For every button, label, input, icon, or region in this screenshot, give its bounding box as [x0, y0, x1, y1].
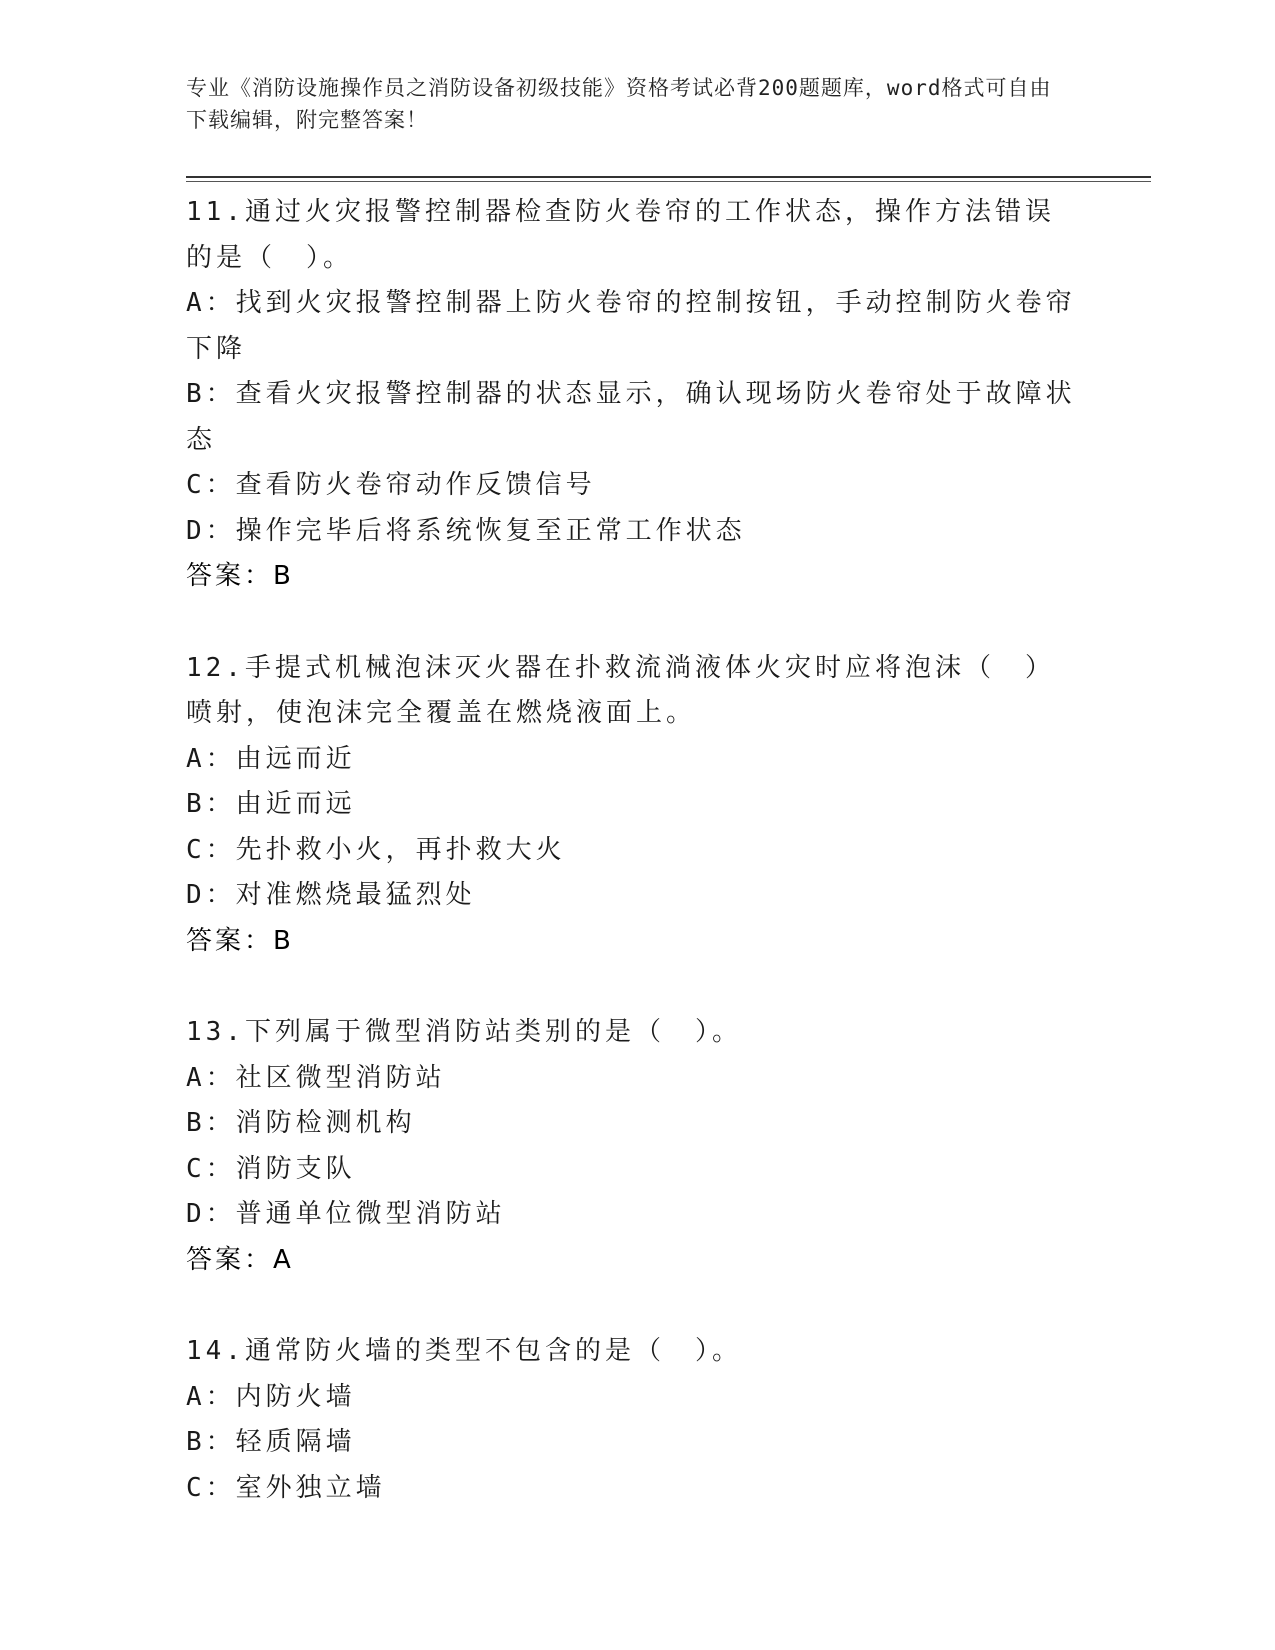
question-13: [186, 1010, 1081, 1283]
question-list: [186, 190, 1081, 1557]
option-b: B：轻质隔墙: [186, 1427, 356, 1457]
option-d: D：对准燃烧最猛烈处: [186, 880, 476, 910]
header-divider-thick: [186, 176, 1151, 178]
answer-line: 答案：B: [186, 925, 294, 956]
question-stem: 13.下列属于微型消防站类别的是（ ）。: [186, 1017, 742, 1047]
option-b: B：由近而远: [186, 789, 356, 819]
document-header: 专业《消防设施操作员之消防设备初级技能》资格考试必背200题题库，word格式可自由下载编辑，附完整答案！: [186, 76, 1052, 132]
option-a: A：由远而近: [186, 743, 356, 774]
question-12: [186, 646, 1081, 965]
answer-line: 答案：B: [186, 561, 294, 591]
header-divider-thin: [186, 181, 1151, 182]
option-a: A：内防火墙: [186, 1381, 356, 1412]
option-b: B：查看火灾报警控制器的状态显示，确认现场防火卷帘处于故障状态: [186, 379, 1076, 455]
option-c: C：先扑救小火，再扑救大火: [186, 834, 566, 865]
question-11: [186, 190, 1081, 600]
answer-line: 答案：A: [186, 1244, 294, 1275]
option-d: D：操作完毕后将系统恢复至正常工作状态: [186, 515, 746, 546]
question-14: [186, 1329, 1081, 1511]
option-c: C：室外独立墙: [186, 1472, 386, 1503]
question-stem: 11.通过火灾报警控制器检查防火卷帘的工作状态，操作方法错误的是（ ）。: [186, 197, 1055, 273]
option-c: C：查看防火卷帘动作反馈信号: [186, 470, 596, 500]
option-a: A：找到火灾报警控制器上防火卷帘的控制按钮，手动控制防火卷帘下降: [186, 288, 1076, 364]
question-stem: 14.通常防火墙的类型不包含的是（ ）。: [186, 1336, 742, 1366]
question-stem: 12.手提式机械泡沫灭火器在扑救流淌液体火灾时应将泡沫（ ）喷射，使泡沫完全覆盖在燃烧液面上。: [186, 652, 1055, 728]
option-b: B：消防检测机构: [186, 1108, 416, 1138]
option-c: C：消防支队: [186, 1153, 356, 1184]
option-a: A：社区微型消防站: [186, 1062, 446, 1093]
option-d: D：普通单位微型消防站: [186, 1199, 506, 1229]
